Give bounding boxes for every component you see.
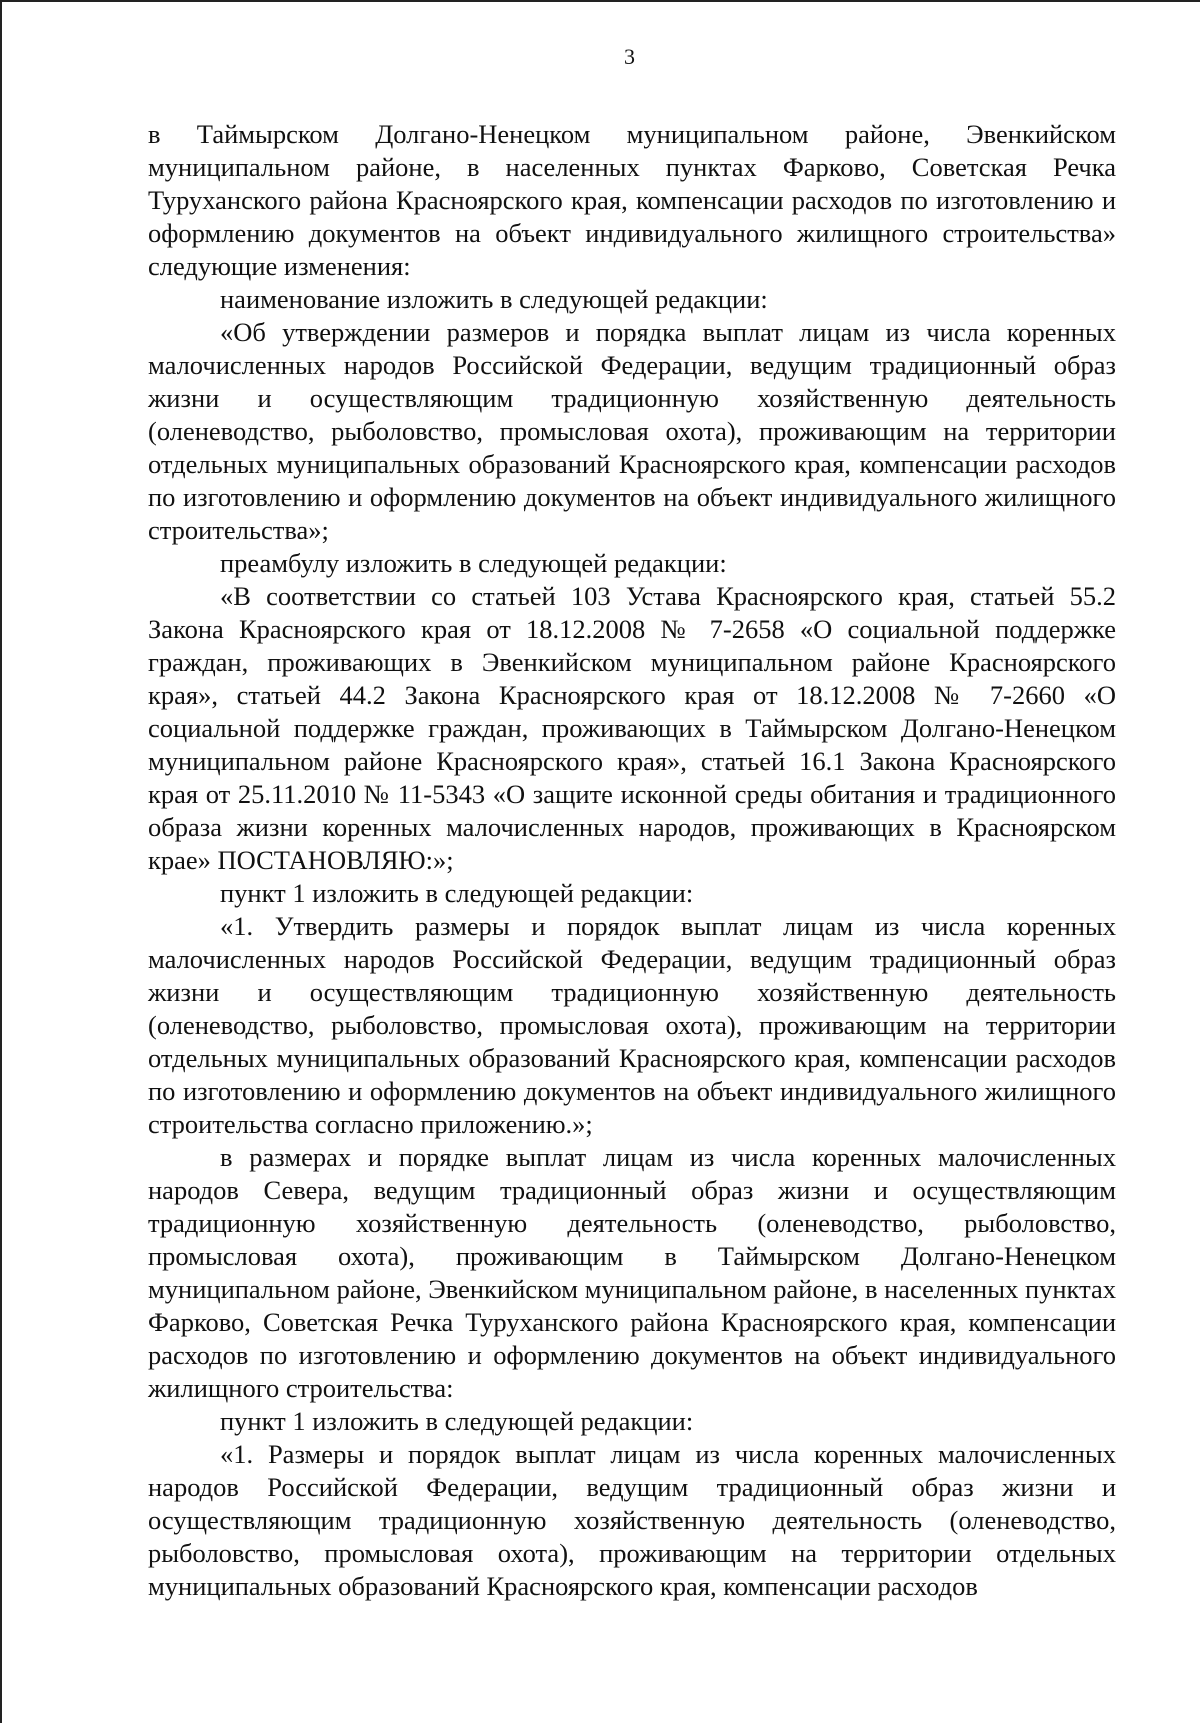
paragraph-8: в размерах и порядке выплат лицам из числа коренных малочисленных народов Севера, ведущим традиционный образ жизни и осуществляющим традиционную хозяйственную деятельность (оленеводство, рыболовство, промысловая охота), проживающим в Таймырском Долгано-Ненецком муниципальном районе, Эвенкийском муниципальном районе, в населенных пунктах Фарково, Советская Речка Туруханского района Красноярского края, компенсации расходов по изготовлению и оформлению документов на объект индивидуального жилищного строительства: xyxy=(148,1142,1116,1403)
paragraph-3: «Об утверждении размеров и порядка выплат лицам из числа коренных малочисленных народов Российской Федерации, ведущим традиционный образ жизни и осуществляющим традиционную хозяйственную деятельность (оленеводство, рыболовство, промысловая охота), проживающим на территории отдельных муниципальных образований Красноярского края, компенсации расходов по изготовлению и оформлению документов на объект индивидуального жилищного строительства»; xyxy=(148,317,1116,545)
paragraph-5: «В соответствии со статьей 103 Устава Красноярского края, статьей 55.2 Закона Красноярского края от 18.12.2008 № 7-2658 «О социальной поддержке граждан, проживающих в Эвенкийском муниципальном районе Красноярского края», статьей 44.2 Закона Красноярского края от 18.12.2008 № 7-2660 «О социальной поддержке граждан, проживающих в Таймырском Долгано-Ненецком муниципальном районе Красноярского края», статьей 16.1 Закона Красноярского края от 25.11.2010 № 11-5343 «О защите исконной среды обитания и традиционного образа жизни коренных малочисленных народов, проживающих в Красноярском крае» ПОСТАНОВЛЯЮ:»; xyxy=(148,581,1116,875)
document-body xyxy=(148,118,1116,1603)
paragraph-4: преамбулу изложить в следующей редакции: xyxy=(220,548,727,578)
paragraph-1: в Таймырском Долгано-Ненецком муниципальном районе, Эвенкийском муниципальном районе, в населенных пунктах Фарково, Советская Речка Туруханского района Красноярского края, компенсации расходов по изготовлению и оформлению документов на объект индивидуального жилищного строительства» следующие изменения: xyxy=(148,119,1116,281)
paragraph-9: пункт 1 изложить в следующей редакции: xyxy=(220,1406,694,1436)
paragraph-10: «1. Размеры и порядок выплат лицам из числа коренных малочисленных народов Российской Федерации, ведущим традиционный образ жизни и осуществляющим традиционную хозяйственную деятельность (оленеводство, рыболовство, промысловая охота), проживающим на территории отдельных муниципальных образований Красноярского края, компенсации расходов xyxy=(148,1439,1116,1601)
paragraph-7: «1. Утвердить размеры и порядок выплат лицам из числа коренных малочисленных народов Российской Федерации, ведущим традиционный образ жизни и осуществляющим традиционную хозяйственную деятельность (оленеводство, рыболовство, промысловая охота), проживающим на территории отдельных муниципальных образований Красноярского края, компенсации расходов по изготовлению и оформлению документов на объект индивидуального жилищного строительства согласно приложению.»; xyxy=(148,911,1116,1139)
page-number: 3 xyxy=(624,44,635,69)
paragraph-2: наименование изложить в следующей редакции: xyxy=(220,284,768,314)
scan-edge-top xyxy=(0,0,1200,2)
scan-edge-left xyxy=(0,0,2,1723)
paragraph-6: пункт 1 изложить в следующей редакции: xyxy=(220,878,694,908)
